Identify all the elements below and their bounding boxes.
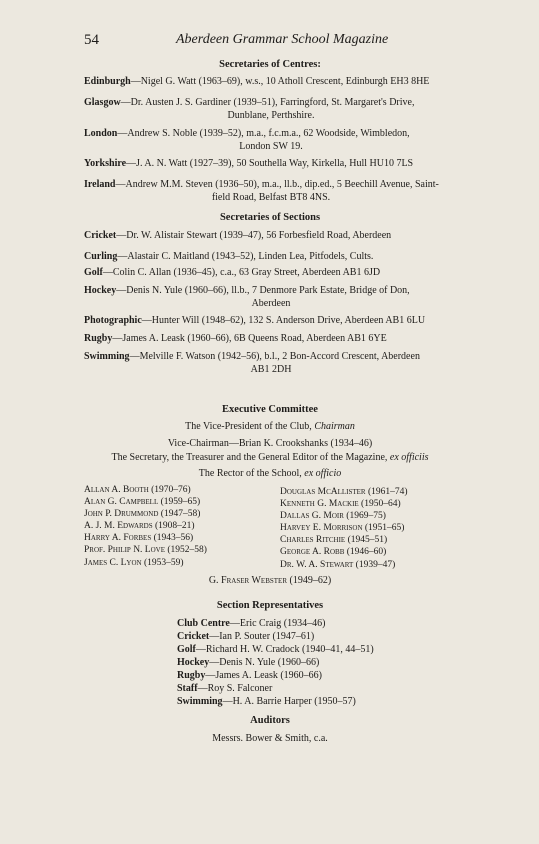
executive-heading: Executive Committee bbox=[222, 404, 318, 415]
committee-member-last: G. Fraser Webster (1949–62) bbox=[208, 575, 332, 586]
auditors-text: Messrs. Bower & Smith, c.a. bbox=[212, 733, 328, 744]
section-entry: Hockey—Denis N. Yule (1960–66), ll.b., 7 Denmore Park Estate, Bridge of Don, Aberdeen bbox=[84, 285, 410, 309]
centres-heading: Secretaries of Centres: bbox=[219, 59, 321, 70]
executive-line: The Vice-President of the Club, Chairman bbox=[185, 421, 355, 432]
centre-entry: Glasgow—Dr. Austen J. S. Gardiner (1939–51), Farringford, St. Margaret's Drive, Dunblane, Perthshire. bbox=[84, 97, 415, 121]
rep-entry: Staff—Roy S. Falconer bbox=[177, 683, 273, 694]
sections-heading: Secretaries of Sections bbox=[219, 212, 321, 223]
committee-member: Harvey E. Morrison (1951–65) bbox=[280, 523, 405, 534]
section-entry: Rugby—James A. Leask (1960–66), 6B Queens Road, Aberdeen AB1 6YE bbox=[84, 333, 387, 344]
committee-member: A. J. M. Edwards (1908–21) bbox=[84, 521, 195, 532]
section-entry: Golf—Colin C. Allan (1936–45), c.a., 63 Gray Street, Aberdeen AB1 6JD bbox=[84, 267, 381, 278]
representatives-heading: Section Representatives bbox=[216, 600, 324, 611]
auditors-heading: Auditors bbox=[250, 715, 290, 726]
committee-left-column bbox=[84, 484, 207, 569]
section-entry: Swimming—Melville F. Watson (1942–56), b.l., 2 Bon-Accord Crescent, Aberdeen AB1 2DH bbox=[84, 351, 420, 375]
executive-line: Vice-Chairman—Brian K. Crookshanks (1934–46) bbox=[167, 438, 373, 449]
committee-member: Allan A. Booth (1970–76) bbox=[84, 485, 191, 495]
rep-entry: Swimming—H. A. Barrie Harper (1950–57) bbox=[177, 696, 356, 707]
page-number: 54 bbox=[84, 32, 99, 48]
centre-entry: Yorkshire—J. A. N. Watt (1927–39), 50 Southella Way, Kirkella, Hull HU10 7LS bbox=[84, 158, 414, 169]
committee-right-column bbox=[280, 486, 408, 571]
centre-entry: Ireland—Andrew M.M. Steven (1936–50), m.a., ll.b., dip.ed., 5 Beechill Avenue, Saint- field Road, Belfast BT8 4NS. bbox=[84, 179, 439, 203]
committee-member: Douglas McAllister (1961–74) bbox=[280, 487, 408, 497]
rep-entry: Cricket—Ian P. Souter (1947–61) bbox=[177, 631, 315, 642]
executive-line: The Secretary, the Treasurer and the General Editor of the Magazine, ex officiis bbox=[111, 452, 429, 463]
committee-member: Kenneth G. Mackie (1950–64) bbox=[280, 499, 401, 510]
rep-entry: Rugby—James A. Leask (1960–66) bbox=[177, 670, 323, 681]
representatives-list bbox=[177, 617, 374, 708]
running-title: Aberdeen Grammar School Magazine bbox=[176, 32, 389, 47]
committee-member: John P. Drummond (1947–58) bbox=[84, 509, 201, 520]
committee-member: Charles Ritchie (1945–51) bbox=[280, 535, 388, 546]
section-entry: Curling—Alastair C. Maitland (1943–52), Linden Lea, Pitfodels, Cults. bbox=[84, 251, 374, 262]
centre-entry: London—Andrew S. Noble (1939–52), m.a., f.c.m.a., 62 Woodside, Wimbledon, London SW 19. bbox=[84, 128, 410, 152]
executive-line: The Rector of the School, ex officio bbox=[198, 468, 342, 479]
page-header bbox=[84, 32, 456, 52]
committee-member: Prof. Philip N. Love (1952–58) bbox=[84, 545, 207, 556]
rep-entry: Golf—Richard H. W. Cradock (1940–41, 44–51) bbox=[177, 644, 374, 655]
committee-member: George A. Robb (1946–60) bbox=[280, 547, 387, 558]
committee-member: Harry A. Forbes (1943–56) bbox=[84, 533, 194, 544]
rep-entry: Club Centre—Eric Craig (1934–46) bbox=[177, 618, 326, 629]
centre-entry: Edinburgh—Nigel G. Watt (1963–69), w.s., 10 Atholl Crescent, Edinburgh EH3 8HE bbox=[84, 76, 430, 87]
section-entry: Photographic—Hunter Will (1948–62), 132 S. Anderson Drive, Aberdeen AB1 6LU bbox=[84, 315, 426, 326]
committee-member: Dallas G. Moir (1969–75) bbox=[280, 511, 386, 522]
committee-member: Alan G. Campbell (1959–65) bbox=[84, 497, 201, 508]
section-entry: Cricket—Dr. W. Alistair Stewart (1939–47), 56 Forbesfield Road, Aberdeen bbox=[84, 230, 392, 241]
rep-entry: Hockey—Denis N. Yule (1960–66) bbox=[177, 657, 320, 668]
committee-member: James C. Lyon (1953–59) bbox=[84, 557, 184, 568]
committee-member: Dr. W. A. Stewart (1939–47) bbox=[280, 559, 396, 570]
